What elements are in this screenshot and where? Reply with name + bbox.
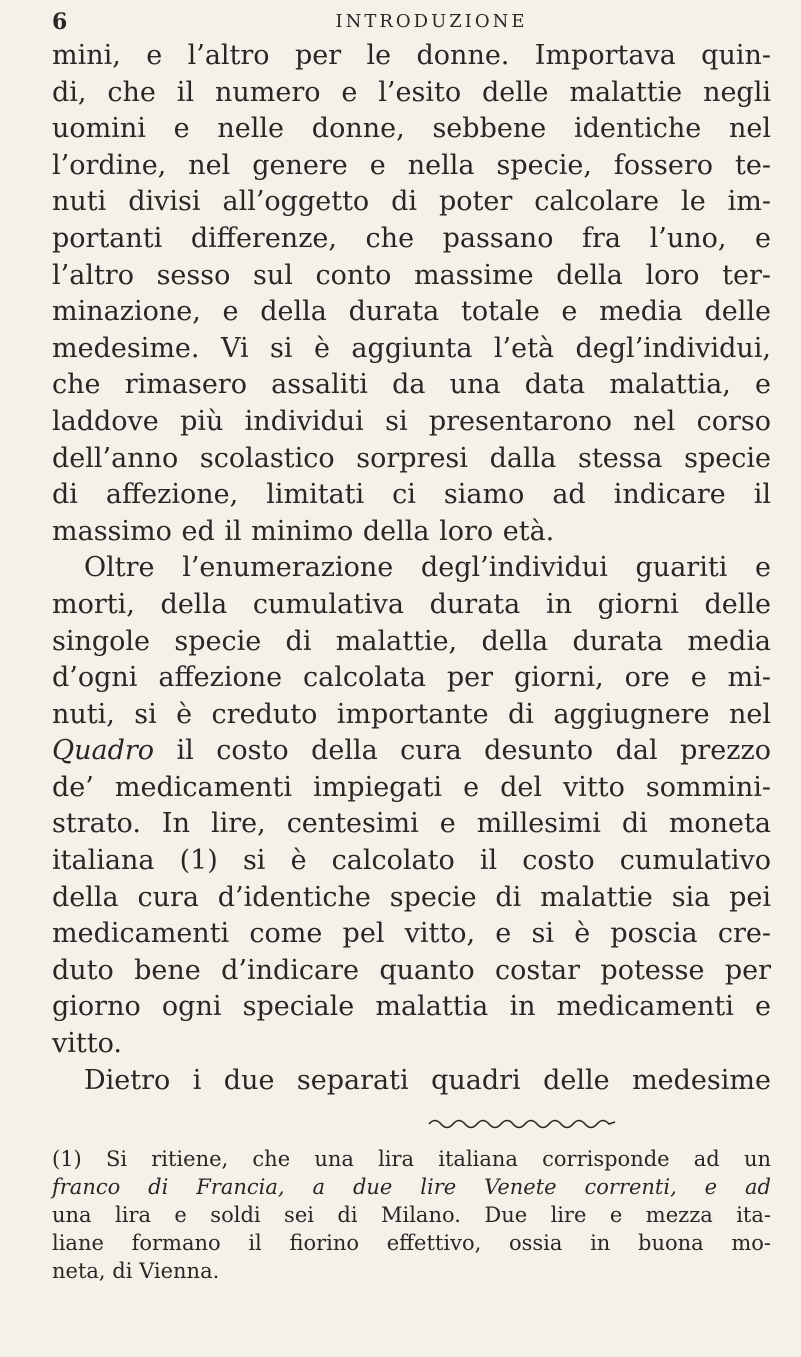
page-number: 6 [52,9,68,35]
text-line: minazione, e della durata totale e media delle [52,296,771,328]
text-line: medicamenti come pel vitto, e si è poscia cre- [52,918,771,950]
text-line: l’altro sesso sul conto massime della loro ter- [52,259,771,291]
text-line: d’ogni affezione calcolata per giorni, ore e mi- [52,662,771,694]
text-line: di, che il numero e l’esito delle malattie negli [52,76,771,108]
text-line: medesime. Vi si è aggiunta l’età degl’individui, [52,332,771,364]
text-line: laddove più individui si presentarono nel corso [52,405,771,437]
footnote-line: neta, di Vienna. [52,1259,220,1284]
text-line: uomini e nelle donne, sebbene identiche nel [52,113,771,145]
italic-word: Quadro [52,735,155,767]
text-line: della cura d’identiche specie di malattie sia pei [52,881,771,913]
text-line: portanti differenze, che passano fra l’uno, e [52,222,771,254]
text-line: mini, e l’altro per le donne. Importava quin- [52,40,771,71]
text-line: singole specie di malattie, della durata media [52,625,771,657]
footnote-line: franco di Francia, a due lire Venete correnti, e ad [52,1175,771,1200]
running-title: INTRODUZIONE [335,11,528,32]
text-line: morti, della cumulativa durata in giorni delle [52,588,771,620]
text-line: de’ medicamenti impiegati e del vitto sommini- [52,771,771,803]
text-line: Dietro i due separati quadri delle medesime [84,1064,771,1096]
text-line: Oltre l’enumerazione degl’individui guariti e [84,552,771,584]
text-line-rest: il costo della cura desunto dal prezzo [176,735,771,767]
text-line: dell’anno scolastico sorpresi dalla stessa specie [52,442,771,474]
text-line: nuti divisi all’oggetto di poter calcolare le im- [52,186,771,218]
text-line: italiana (1) si è calcolato il costo cumulativo [52,845,771,877]
text-line-with-italic [52,733,771,770]
text-line: massimo ed il minimo della loro età. [52,515,555,547]
footnote [52,1145,771,1285]
text-line: che rimasero assaliti da una data malattia, e [52,369,771,401]
text-line: vitto. [52,1028,122,1060]
text-line: duto bene d’indicare quanto costar potesse per [52,954,771,986]
running-head [52,8,771,36]
footnote-line: (1) Si ritiene, che una lira italiana corrisponde ad un [52,1147,771,1172]
body-text [52,38,771,1099]
ornamental-divider [427,1115,617,1129]
footnote-line: una lira e soldi sei di Milano. Due lire e mezza ita- [52,1203,771,1228]
text-line: giorno ogni speciale malattia in medicamenti e [52,991,771,1023]
text-line: strato. In lire, centesimi e millesimi di moneta [52,808,771,840]
text-line: di affezione, limitati ci siamo ad indicare il [52,479,771,511]
footnote-line: liane formano il fiorino effettivo, ossia in buona mo- [52,1231,771,1256]
text-line: nuti, si è creduto importante di aggiugnere nel [52,698,771,730]
text-line: l’ordine, nel genere e nella specie, fossero te- [52,149,771,181]
